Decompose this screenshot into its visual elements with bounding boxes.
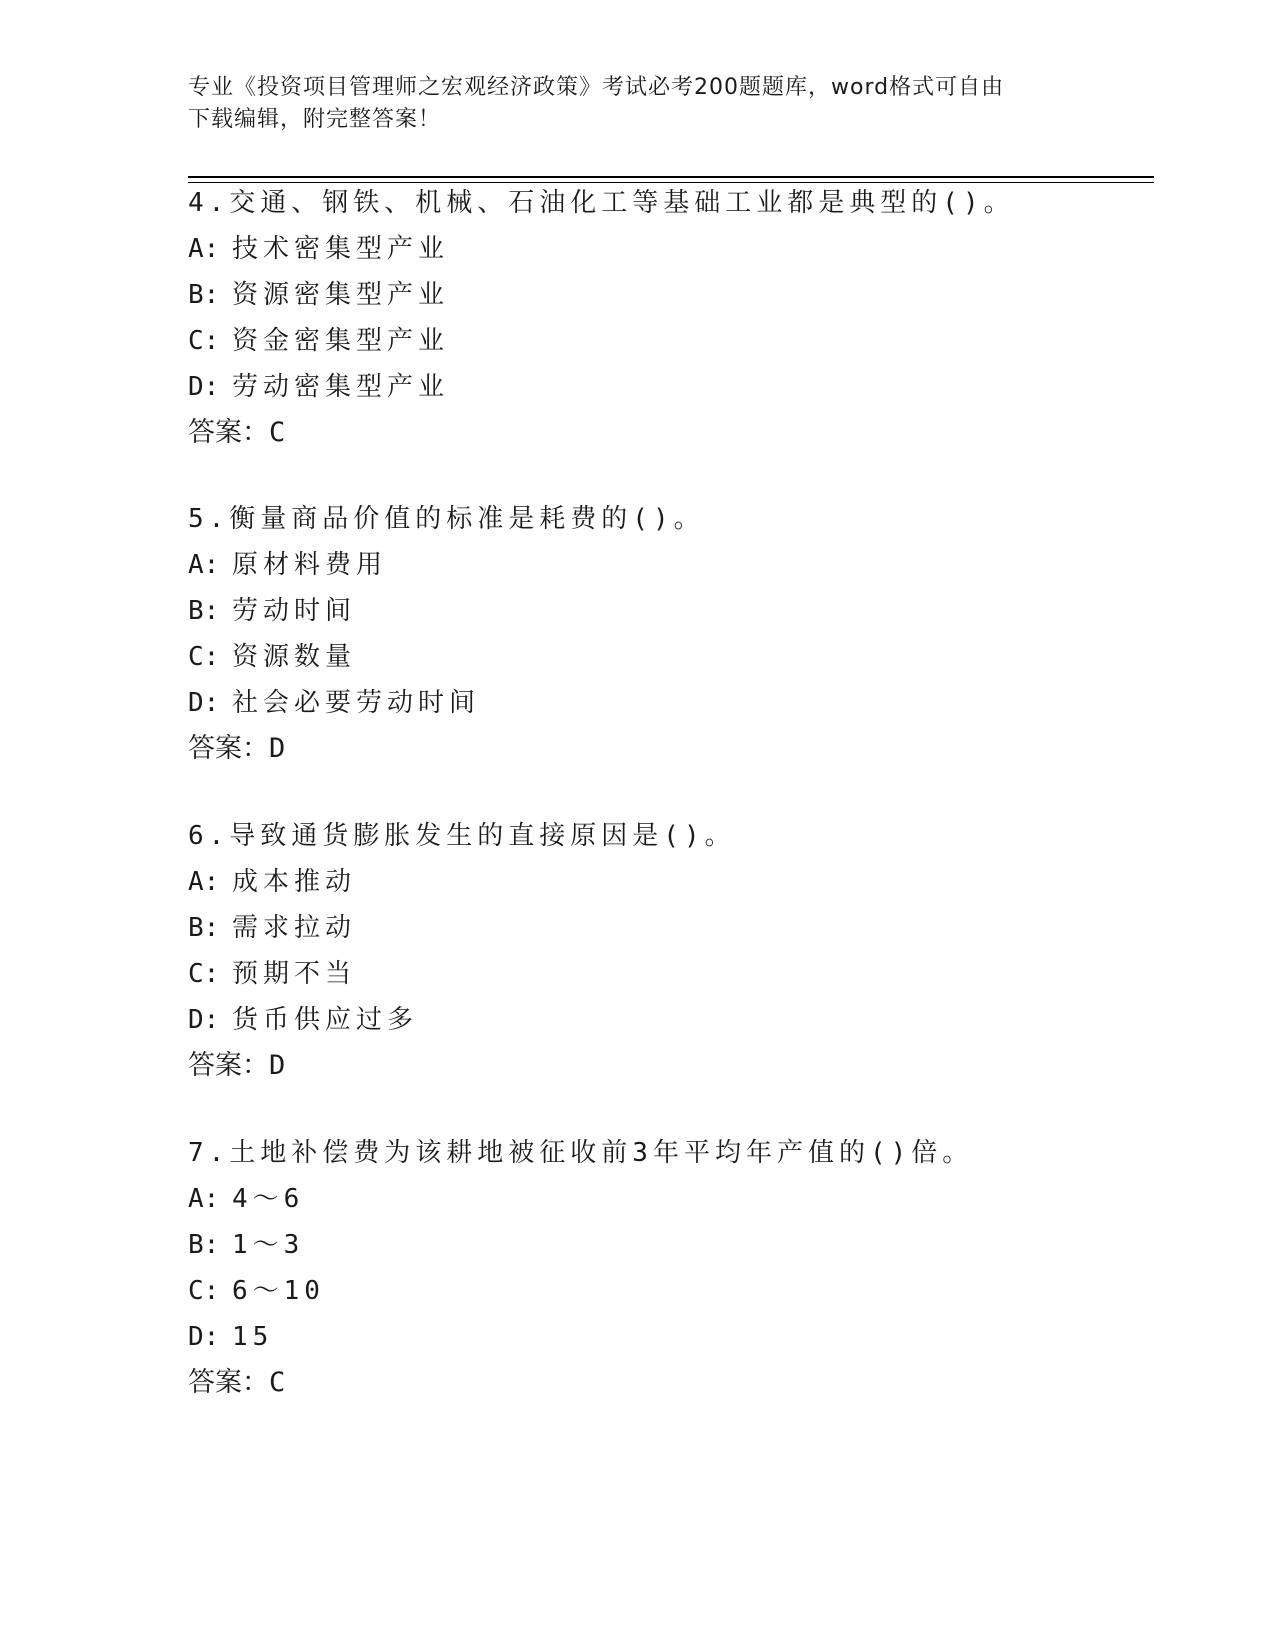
option-key: A: xyxy=(188,1184,220,1214)
option-a xyxy=(188,859,1148,905)
document-header xyxy=(188,72,1068,136)
option-key: B: xyxy=(188,913,220,943)
option-text: 6～10 xyxy=(232,1276,325,1306)
option-key: B: xyxy=(188,596,220,626)
option-text: 劳动密集型产业 xyxy=(232,372,450,402)
option-text: 成本推动 xyxy=(232,867,357,897)
option-key: A: xyxy=(188,550,220,580)
answer-line xyxy=(188,1043,1148,1089)
option-text: 1～3 xyxy=(232,1230,305,1260)
option-b xyxy=(188,272,1148,318)
answer-label: 答案： xyxy=(188,733,269,764)
answer-value: C xyxy=(269,417,286,448)
header-divider-thick xyxy=(188,176,1154,178)
option-c xyxy=(188,634,1148,680)
question-stem: 4.交通、钢铁、机械、石油化工等基础工业都是典型的()。 xyxy=(188,188,1015,218)
option-key: A: xyxy=(188,234,220,264)
option-a xyxy=(188,542,1148,588)
option-text: 原材料费用 xyxy=(232,550,388,580)
question-block-5 xyxy=(188,496,1148,772)
option-d xyxy=(188,1314,1148,1360)
option-key: C: xyxy=(188,642,220,672)
option-text: 预期不当 xyxy=(232,959,357,989)
option-d xyxy=(188,997,1148,1043)
option-key: D: xyxy=(188,372,220,402)
option-c xyxy=(188,318,1148,364)
option-text: 资金密集型产业 xyxy=(232,326,450,356)
question-block-7 xyxy=(188,1130,1148,1406)
answer-value: C xyxy=(269,1367,286,1398)
option-key: C: xyxy=(188,959,220,989)
option-text: 需求拉动 xyxy=(232,913,357,943)
option-key: D: xyxy=(188,1005,220,1035)
option-key: C: xyxy=(188,1276,220,1306)
answer-label: 答案： xyxy=(188,1367,269,1398)
option-text: 技术密集型产业 xyxy=(232,234,450,264)
header-line-1: 专业《投资项目管理师之宏观经济政策》考试必考200题题库，word格式可自由 xyxy=(188,75,1005,100)
option-d xyxy=(188,680,1148,726)
question-block-6 xyxy=(188,813,1148,1089)
option-a xyxy=(188,226,1148,272)
option-key: B: xyxy=(188,280,220,310)
option-key: B: xyxy=(188,1230,220,1260)
option-key: A: xyxy=(188,867,220,897)
option-key: D: xyxy=(188,688,220,718)
answer-line xyxy=(188,410,1148,456)
option-text: 15 xyxy=(232,1322,274,1352)
option-text: 劳动时间 xyxy=(232,596,357,626)
answer-line xyxy=(188,726,1148,772)
answer-value: D xyxy=(269,1050,286,1081)
option-d xyxy=(188,364,1148,410)
answer-label: 答案： xyxy=(188,1050,269,1081)
option-key: D: xyxy=(188,1322,220,1352)
question-stem: 6.导致通货膨胀发生的直接原因是()。 xyxy=(188,821,736,851)
option-a xyxy=(188,1176,1148,1222)
option-b xyxy=(188,1222,1148,1268)
question-stem: 7.土地补偿费为该耕地被征收前3年平均年产值的()倍。 xyxy=(188,1138,974,1168)
option-text: 社会必要劳动时间 xyxy=(232,688,481,718)
option-c xyxy=(188,1268,1148,1314)
option-b xyxy=(188,588,1148,634)
option-text: 资源密集型产业 xyxy=(232,280,450,310)
option-b xyxy=(188,905,1148,951)
option-key: C: xyxy=(188,326,220,356)
answer-value: D xyxy=(269,733,286,764)
option-text: 4～6 xyxy=(232,1184,305,1214)
option-text: 资源数量 xyxy=(232,642,357,672)
option-text: 货币供应过多 xyxy=(232,1005,419,1035)
question-block-4 xyxy=(188,180,1148,456)
header-line-2: 下载编辑，附完整答案！ xyxy=(188,107,442,132)
option-c xyxy=(188,951,1148,997)
question-stem: 5.衡量商品价值的标准是耗费的()。 xyxy=(188,504,705,534)
answer-label: 答案： xyxy=(188,417,269,448)
answer-line xyxy=(188,1360,1148,1406)
